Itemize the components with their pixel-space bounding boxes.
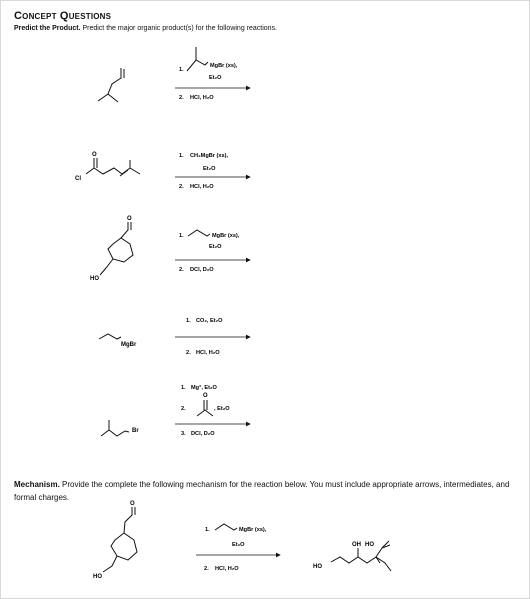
reaction-1-step1-reagent: MgBr (xs), (210, 63, 238, 69)
reaction-1-step1-solvent: Et₂O (209, 75, 222, 81)
mechanism-step2-label: 2. (204, 566, 209, 572)
reaction-5-step3-reagent: DCl, D₂O (191, 431, 215, 437)
mechanism-reaction (93, 501, 391, 580)
reaction-2-substrate (86, 158, 140, 176)
reaction-2-step1-label: 1. (179, 153, 184, 159)
reaction-5-step1-reagent: Mg°, Et₂O (191, 385, 217, 391)
reaction-4-step1-reagent: CO₂, Et₂O (196, 318, 223, 324)
mechanism-text: Provide the complete the following mechanism for the reaction below. You must include appropriate arrows, intermediates, and formal charges. (14, 480, 510, 502)
reaction-3-atom-ho: HO (90, 276, 99, 282)
reaction-3-step1-label: 1. (179, 233, 184, 239)
mechanism-grignard-sketch (215, 524, 237, 530)
reaction-5 (101, 385, 250, 437)
reaction-2-atom-o: O (92, 152, 97, 158)
mechanism-product (331, 541, 391, 571)
reaction-5-substrate (101, 420, 129, 436)
reaction-1-step1-label: 1. (179, 67, 184, 73)
mechanism-substrate-atom-o: O (130, 501, 135, 507)
reaction-2-step2-reagent: HCl, H₂O (190, 184, 214, 190)
reaction-4-step2-reagent: HCl, H₂O (196, 350, 220, 356)
reaction-1-grignard-sketch (187, 47, 208, 71)
reaction-5-ketone-atom-o: O (203, 393, 208, 399)
mechanism-bold: Mechanism. (14, 480, 60, 489)
mechanism-product-atom-ho-left: HO (313, 564, 322, 570)
reaction-3 (90, 216, 250, 282)
reaction-1 (98, 47, 250, 102)
reaction-4-step1-label: 1. (186, 318, 191, 324)
reaction-4-substrate (99, 334, 121, 339)
reaction-3-grignard-sketch (188, 230, 210, 236)
mechanism-substrate (103, 507, 137, 572)
reaction-4-atom-mgbr: MgBr (121, 342, 137, 348)
reaction-5-step2-reagent: , Et₂O (214, 406, 230, 412)
reaction-4-step2-label: 2. (186, 350, 191, 356)
instruction-text: Predict the major organic product(s) for the following reactions. (82, 25, 278, 32)
mechanism-prompt (14, 478, 520, 504)
reaction-1-step2-reagent: HCl, H₂O (190, 95, 214, 101)
mechanism-step1-label: 1. (205, 527, 210, 533)
mechanism-step1-reagent: MgBr (xs), (239, 527, 267, 533)
reaction-3-step1-solvent: Et₂O (209, 244, 222, 250)
reaction-3-step2-reagent: DCl, D₂O (190, 267, 214, 273)
reaction-1-substrate (98, 68, 124, 102)
reaction-5-step3-label: 3. (181, 431, 186, 437)
mechanism-step1-solvent: Et₂O (232, 542, 245, 548)
reaction-5-step2-label: 2. (181, 406, 186, 412)
reaction-2-atom-cl: Cl (75, 176, 81, 182)
reaction-2-step1-solvent: Et₂O (203, 166, 216, 172)
reaction-4 (99, 318, 250, 356)
reaction-3-step1-reagent: MgBr (xs), (212, 233, 240, 239)
mechanism-product-atom-oh: OH (352, 542, 361, 548)
reaction-5-atom-br: Br (132, 428, 139, 434)
reaction-3-substrate (100, 222, 133, 275)
reaction-5-step1-label: 1. (181, 385, 186, 391)
reaction-2 (75, 152, 250, 190)
mechanism-substrate-atom-ho: HO (93, 574, 102, 580)
reaction-1-step2-label: 2. (179, 95, 184, 101)
instruction-bold: Predict the Product. (14, 25, 81, 32)
mechanism-product-atom-ho-right: HO (365, 542, 374, 548)
reaction-5-ketone-sketch (197, 400, 213, 416)
reaction-3-step2-label: 2. (179, 267, 184, 273)
reaction-2-step1-reagent: CH₃MgBr (xs), (190, 153, 229, 159)
reaction-2-step2-label: 2. (179, 184, 184, 190)
page-title: Concept Questions (14, 10, 112, 22)
mechanism-step2-reagent: HCl, H₂O (215, 566, 239, 572)
reaction-3-atom-o: O (127, 216, 132, 222)
